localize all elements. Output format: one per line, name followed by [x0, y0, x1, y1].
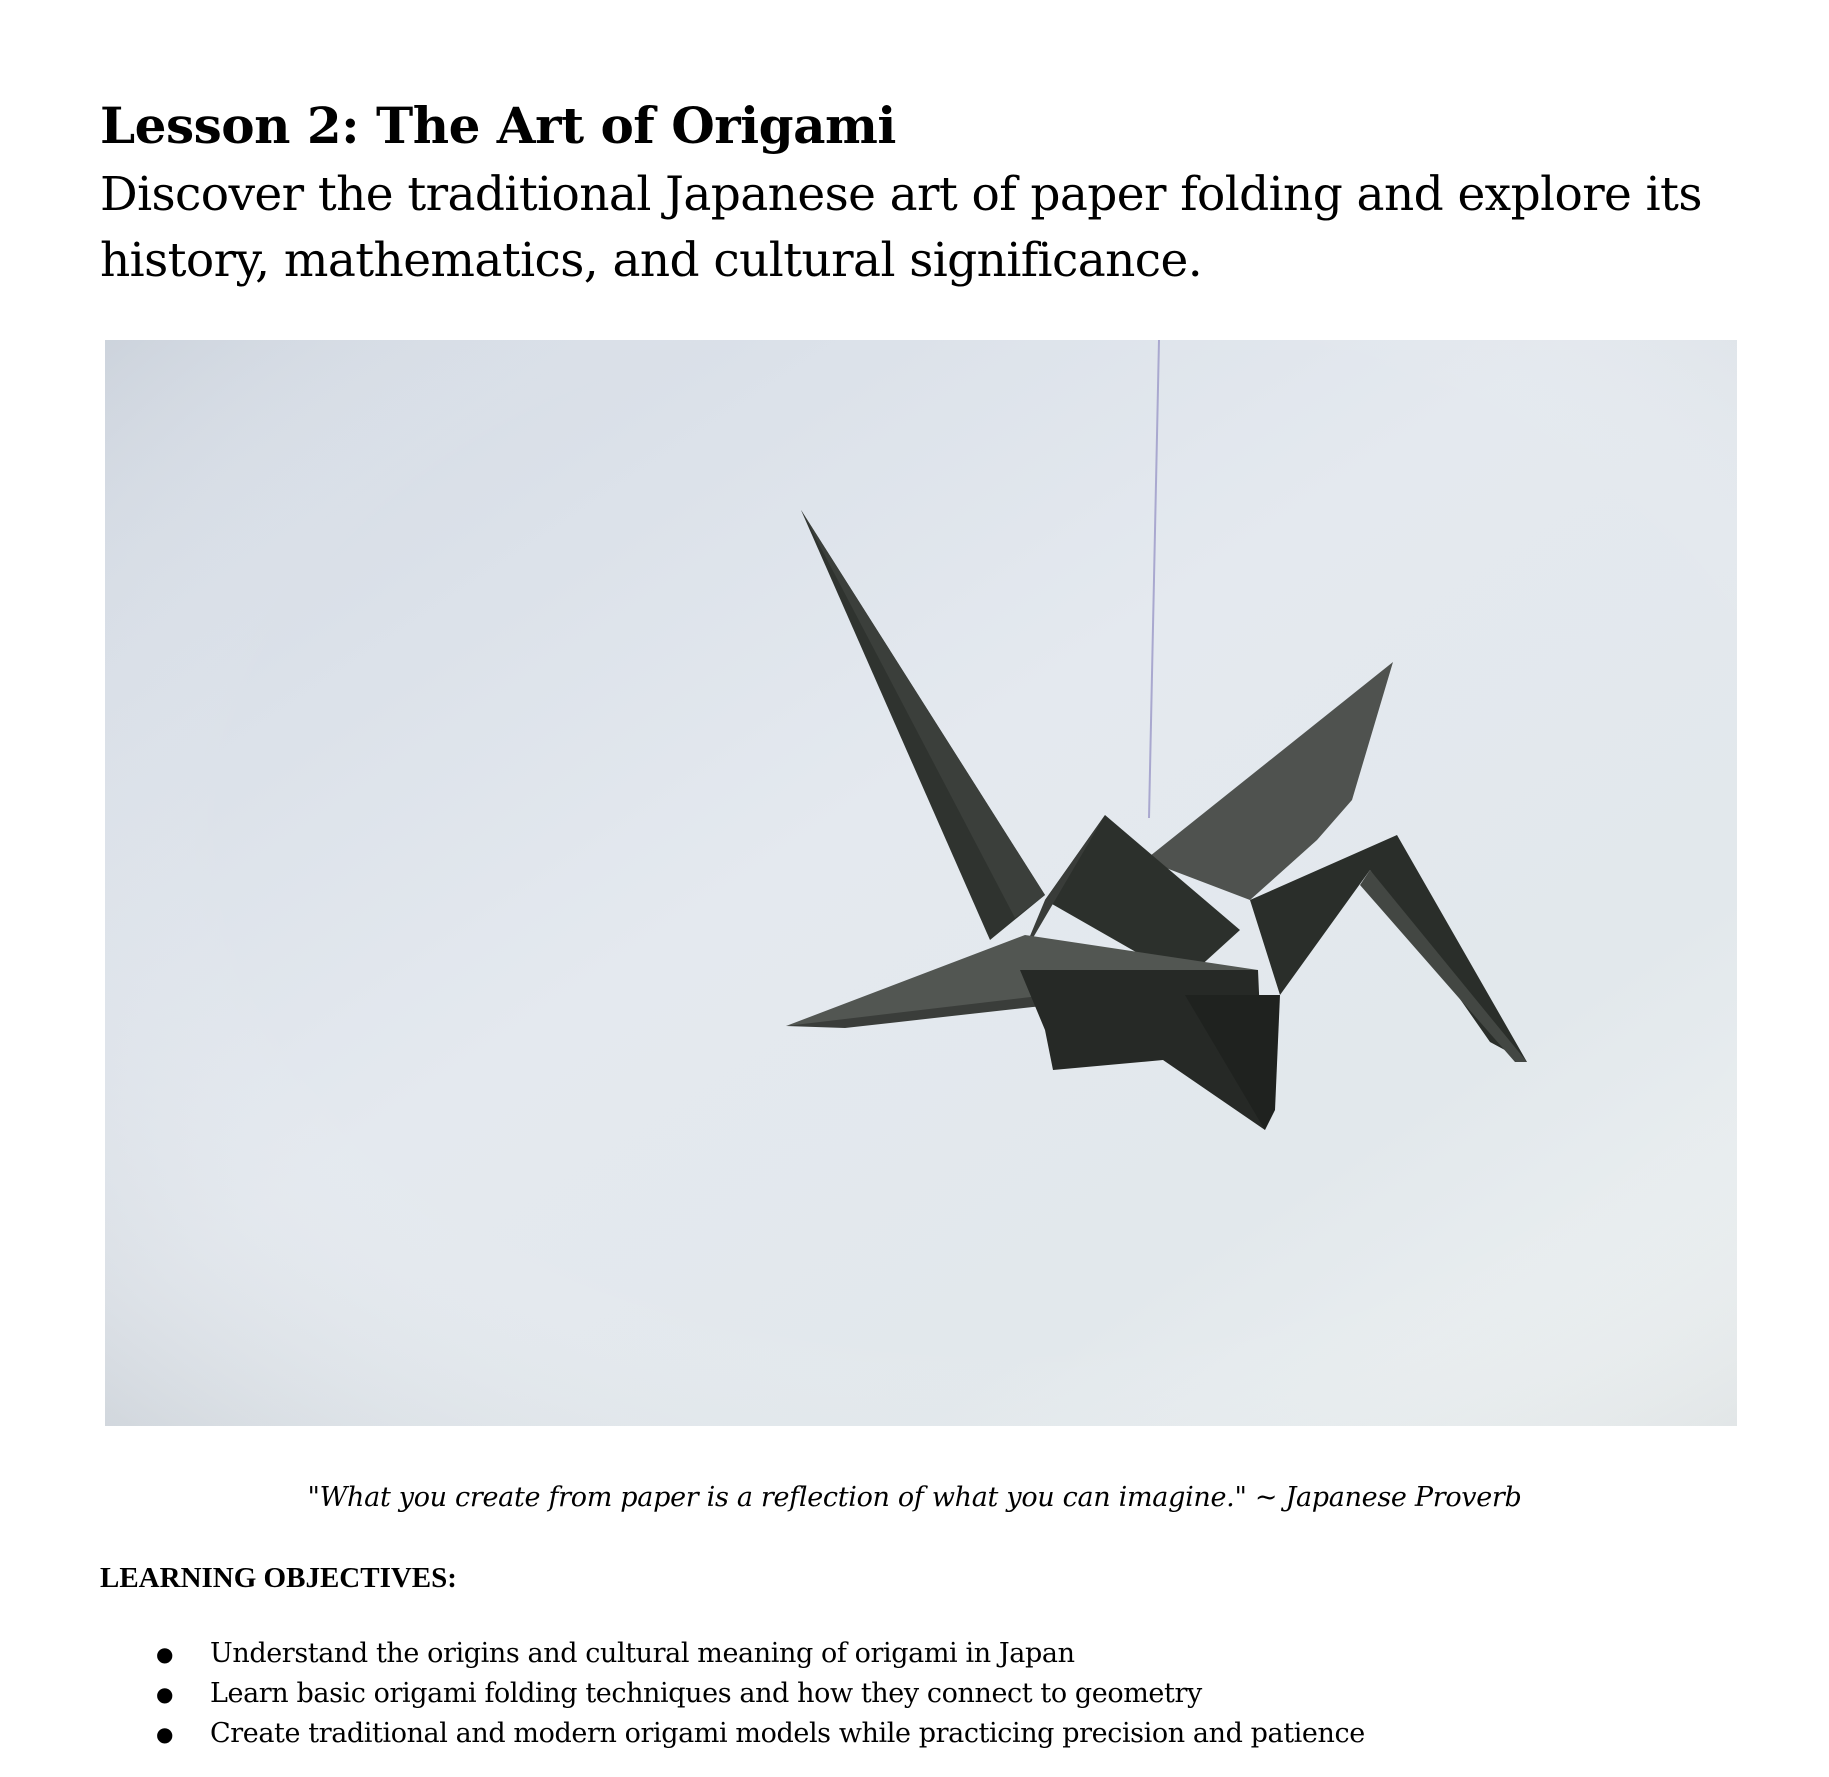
lesson-title: Lesson 2: The Art of Origami [100, 96, 896, 155]
objective-text: Learn basic origami folding techniques and how they connect to geometry [210, 1678, 1202, 1709]
origami-crane-photo [105, 340, 1737, 1426]
objectives-heading: LEARNING OBJECTIVES: [100, 1562, 457, 1594]
objective-text: Create traditional and modern origami models while practicing precision and patience [210, 1718, 1365, 1749]
objective-text: Understand the origins and cultural meaning of origami in Japan [210, 1638, 1075, 1669]
objective-item [100, 1674, 1365, 1714]
bullet-icon: ● [156, 1722, 174, 1746]
objectives-list [100, 1634, 1365, 1754]
lesson-subtitle: Discover the traditional Japanese art of paper folding and explore its history, mathematics, and cultural significance. [100, 167, 1702, 288]
bullet-icon: ● [156, 1682, 174, 1706]
objective-item [100, 1634, 1365, 1674]
proverb-quote: "What you create from paper is a reflection of what you can imagine." ~ Japanese Proverb [307, 1482, 1522, 1513]
objective-item [100, 1714, 1365, 1754]
bullet-icon: ● [156, 1642, 174, 1666]
